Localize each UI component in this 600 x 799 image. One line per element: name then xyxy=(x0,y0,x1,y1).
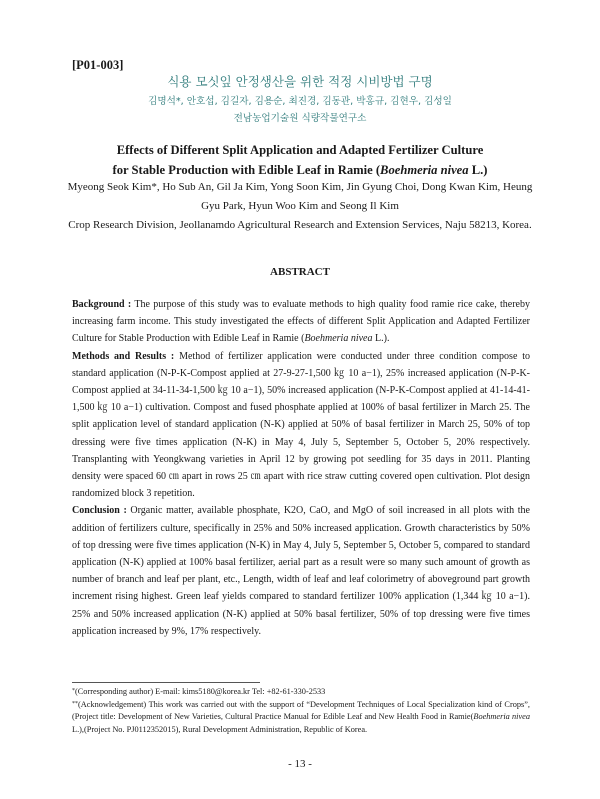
footnote-ack-text-a: (Acknowledgement) This work was carried out with the support of “Development Techniques of Local Specialization kind of Crops”, (Project title: Development of New Varieties, Cultural Practice Manual for Edible Leaf and New Health Food in Ramie( xyxy=(72,699,530,722)
background-text: The purpose of this study was to evaluate methods to high quality food ramie rice cake, thereby increasing farm income. This study investigated the effects of different Split Application and Adapted Fertilizer Culture for Stable Production with Edible Leaf in Ramie ( xyxy=(72,299,530,345)
korean-title: 식용 모싯잎 안정생산을 위한 적정 시비방법 구명 xyxy=(167,74,433,89)
background-species: Boehmeria nivea xyxy=(304,333,373,345)
background-end: L.). xyxy=(372,333,390,345)
footnote-acknowledgement xyxy=(72,699,530,737)
footnote-mark-2: ** xyxy=(72,700,78,707)
title-line-2-prefix: for Stable Production with Edible Leaf in Ramie ( xyxy=(112,163,381,177)
korean-affiliation: 전남농업기술원 식량작물연구소 xyxy=(233,113,367,124)
conclusion-paragraph xyxy=(72,502,530,640)
title-line-2-suffix: L.) xyxy=(468,163,488,177)
conclusion-label: Conclusion : xyxy=(72,505,127,517)
footnote-rule xyxy=(72,682,260,683)
title-line-1: Effects of Different Split Application and Adapted Fertilizer Culture xyxy=(116,143,484,157)
english-title xyxy=(70,140,530,180)
methods-label: Methods and Results : xyxy=(72,350,175,362)
english-authors: Myeong Seok Kim*, Ho Sub An, Gil Ja Kim, Yong Soon Kim, Jin Gyung Choi, Dong Kwan Kim, Heung Gyu Park, Hyun Woo Kim and Seong Il Kim xyxy=(67,181,533,212)
footnote-corresponding-text: (Corresponding author) E-mail: kims5180@korea.kr Tel: +82-61-330-2533 xyxy=(75,687,326,696)
footnote-corresponding xyxy=(72,686,530,699)
title-species: Boehmeria nivea xyxy=(380,163,469,177)
footnote-species: Boehmeria nivea xyxy=(473,712,530,722)
english-affiliation: Crop Research Division, Jeollanamdo Agricultural Research and Extension Services, Naju 58213, Korea. xyxy=(68,219,532,231)
background-paragraph xyxy=(72,296,530,348)
methods-paragraph xyxy=(72,348,530,503)
paper-code: [P01-003] xyxy=(72,58,124,72)
page-number: - 13 - xyxy=(288,758,312,770)
abstract-body xyxy=(72,296,530,640)
methods-text: Method of fertilizer application were conducted under three condition compose to standard application (N-P-K-Compost applied at 27-9-27-1,500 ㎏ 10 a−1), 25% increased application (N-P-K-Compost applied at 34-11-34-1,500 ㎏ 10 a−1), 50% increased application (N-P-K-Compost applied at 41-14-41-1,500 ㎏ 10 a−1) cultivation. Compost and fused phosphate applied at 100% of basal fertilizer in March 25. The split application level of standard application (N-K) applied at 50% of basal fertilizer in March 25, 50% of top dressing were five times application (N-K) in May 4, July 5, September 5, October 5, 20% respectively. Transplanting with Yeongkwang varieties in April 12 by growing pot seedling for 35 days in 2011. Planting density were spaced 60 ㎝ apart in rows 25 ㎝ apart with rice straw cutting covered open cultivation. Plot design randomized block 3 repetition. xyxy=(72,350,530,500)
footnote-ack-text-b: L.),(Project No. PJ0112352015), Rural Development Administration, Republic of Korea. xyxy=(72,724,368,734)
korean-authors: 김명석*, 안호섭, 김길자, 김용순, 최진경, 김동관, 박홍규, 김현우, 김성일 xyxy=(148,96,452,107)
footnote-mark-1: * xyxy=(72,688,75,694)
background-label: Background : xyxy=(72,299,132,310)
title-line-2 xyxy=(70,160,530,180)
conclusion-text: Organic matter, available phosphate, K2O, CaO, and MgO of soil increased in all plots with the addition of fertilizers culture, specifically in 25% and 50% increased application. Growth characteristics by 50% of top dressing were five times application (N-K) in May 4, July 5, September 5, October 5, compared to standard application (N-K) applied at 100% basal fertilizer, aerial part as a result were so many such amount of growth as number of branch and leaf per plant, etc., Length, width of leaf and leaf colorimetry of aboveground part growth increment rising highest. Green leaf yields compared to standard fertilizer 100% application (1,344 ㎏ 10 a−1). 25% and 50% increased application (N-K) applied at 50% basal fertilizer, 50% of top dressing were five times application increased by 9%, 17% respectively. xyxy=(72,505,530,637)
abstract-heading: ABSTRACT xyxy=(270,266,330,278)
footnotes xyxy=(72,686,530,736)
